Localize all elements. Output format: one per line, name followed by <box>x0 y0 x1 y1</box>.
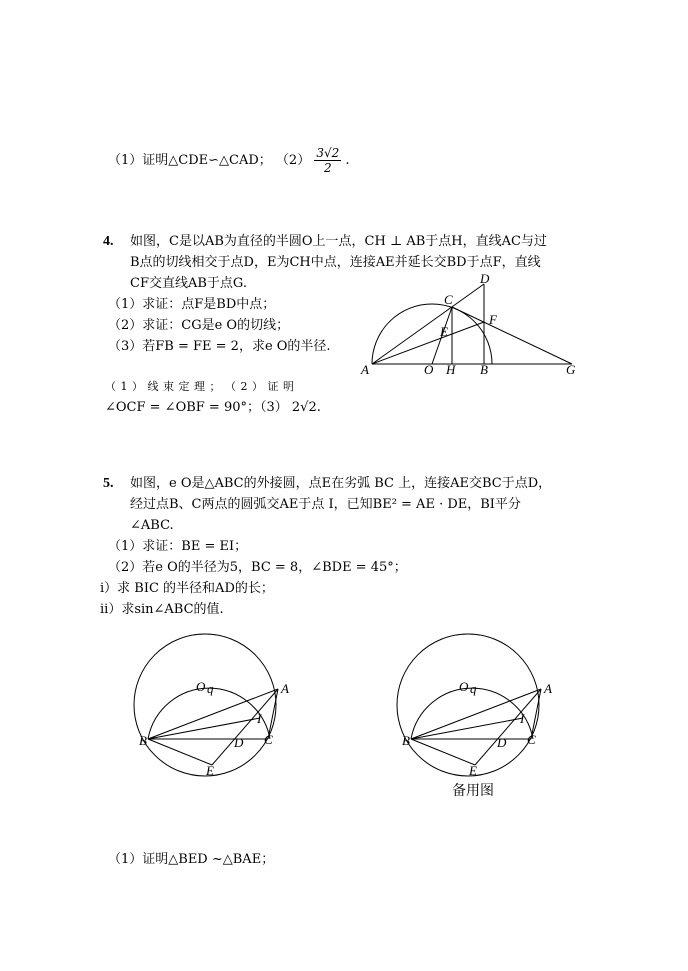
answer-3-period: . <box>345 153 350 168</box>
fraction-numerator: 3√2 <box>316 146 340 160</box>
question-5-answer1: （1）证明△BED ~△BAE； <box>108 852 275 867</box>
label-d: D <box>234 735 244 750</box>
label-b: B <box>402 733 410 748</box>
label-h: H <box>446 362 456 377</box>
line-cg <box>452 307 572 364</box>
line-be <box>148 739 212 765</box>
question-5-sub2: （2）若e O的半径为5，BC = 8，∠BDE = 45°； <box>108 560 407 575</box>
question-4-sub1: （1）求证：点F是BD中点； <box>108 297 276 312</box>
label-o: O <box>459 679 469 694</box>
label-c: C <box>527 732 536 747</box>
line-af <box>372 322 484 364</box>
question-4-line2: B点的切线相交于点D，E为CH中点，连接AE并延长交BD于点F，直线 <box>130 255 541 270</box>
label-a: A <box>544 681 552 696</box>
question-4-line1: 如图，C是以AB为直径的半圆O上一点，CH ⊥ AB于点H，直线AC与过 <box>130 234 547 249</box>
question-5-line2: 经过点B、C两点的圆弧交AE于点 I，已知BE² = AE · DE，BI平分 <box>130 497 521 512</box>
answer-3-fraction <box>314 146 341 175</box>
answer-3-part1: （1）证明△CDE∽△CAD； <box>108 153 272 168</box>
question-4-answer-line1: （ 1 ） 线 束 定 理 ； （ 2 ） 证 明 <box>105 380 295 393</box>
label-c: C <box>444 292 453 307</box>
label-q: q <box>470 681 477 696</box>
question-5-line1: 如图，e O是△ABC的外接圆，点E在劣弧 BC 上，连接AE交BC于点D， <box>130 476 552 491</box>
label-i: I <box>257 711 262 726</box>
question-5-sub1: （1）求证：BE = EI； <box>108 539 248 554</box>
label-g: G <box>566 362 576 377</box>
label-e: E <box>206 763 214 778</box>
label-e: E <box>469 763 477 778</box>
question-4-sub3: （3）若FB = FE = 2，求e O的半径. <box>108 339 331 354</box>
label-o: O <box>424 362 434 377</box>
semicircle-arc <box>372 304 492 364</box>
line-be <box>411 739 475 765</box>
line-ae <box>475 689 541 765</box>
question-5-number: 5. <box>103 476 114 491</box>
question-5-figure <box>130 625 300 785</box>
label-c: C <box>264 732 273 747</box>
label-d: D <box>480 271 490 286</box>
label-a: A <box>281 681 289 696</box>
question-5-sub3: i）求 BIC 的半径和AD的长； <box>100 581 274 596</box>
answer-3-part2-prefix: （2） <box>275 153 311 168</box>
label-b: B <box>139 733 147 748</box>
label-b: B <box>480 362 488 377</box>
fraction-denominator: 2 <box>323 161 332 175</box>
label-e: E <box>440 324 448 339</box>
question-4-figure <box>360 270 590 380</box>
label-a: A <box>361 362 369 377</box>
label-o: O <box>196 679 206 694</box>
label-f: F <box>489 312 497 327</box>
question-4-sub2: （2）求证：CG是e O的切线； <box>108 318 290 333</box>
question-5-spare-figure <box>393 625 563 785</box>
line-ae <box>212 689 278 765</box>
question-4-answer-line2: ∠OCF = ∠OBF = 90°；（3） 2√2. <box>105 400 321 415</box>
circumcircle <box>397 634 539 776</box>
label-d: D <box>497 735 507 750</box>
circumcircle <box>134 634 276 776</box>
question-4-number: 4. <box>103 234 114 249</box>
label-q: q <box>207 681 214 696</box>
line-ad <box>372 284 484 364</box>
question-5-sub4: ii）求sin∠ABC的值. <box>100 602 224 617</box>
label-i: I <box>520 711 525 726</box>
spare-figure-caption: 备用图 <box>452 783 494 799</box>
question-4-line3: CF交直线AB于点G. <box>130 276 247 291</box>
answer-3-line <box>108 146 350 175</box>
question-5-line3: ∠ABC. <box>130 518 174 533</box>
